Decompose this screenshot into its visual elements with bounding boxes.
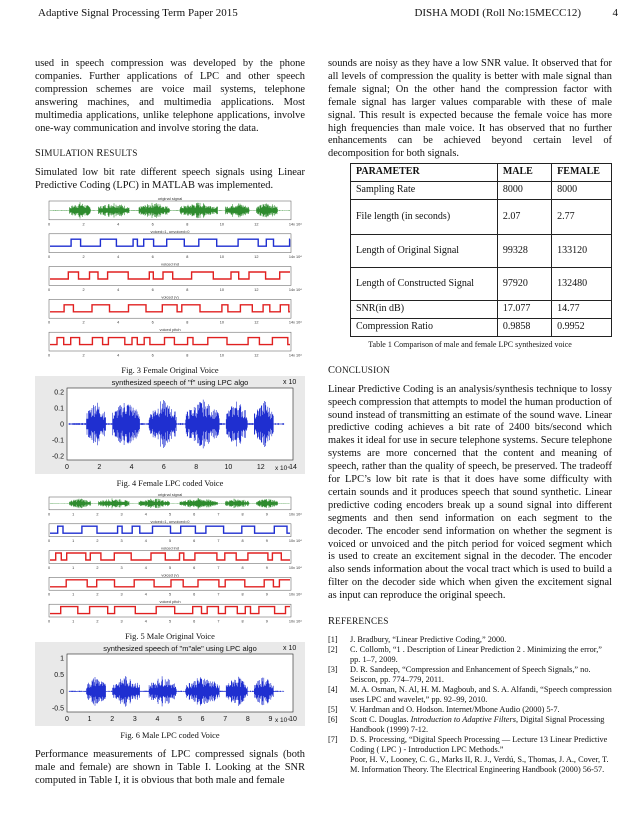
table-row	[351, 318, 612, 336]
tick-label: 1	[72, 592, 75, 597]
subplot	[48, 546, 302, 570]
tick-label: 12	[254, 288, 259, 293]
tick-label: 0	[47, 255, 51, 260]
x-tick-label: 7	[223, 715, 228, 723]
x-tick-label: 1	[87, 715, 92, 723]
reference-text-post: , Digital Signal Processing Handbook (1999) 7-12.	[350, 715, 605, 734]
x-tick-label: 4	[129, 464, 134, 472]
table-cell: Sampling Rate	[351, 182, 498, 200]
table-cell: 0.9858	[497, 318, 551, 336]
tick-label: 14	[288, 255, 294, 260]
figure-5-caption: Fig. 5 Male Original Voice	[125, 631, 215, 641]
x-tick-label: 10	[224, 464, 233, 472]
tick-label: 2	[96, 619, 99, 624]
axis-scale-label: x 10⁴	[293, 592, 302, 597]
tick-label: 5	[168, 619, 172, 624]
conclusion-heading-cap: C	[328, 364, 336, 376]
x-tick-label: 5	[178, 715, 182, 723]
table-cell: Compression Ratio	[351, 318, 498, 336]
tick-label: 2	[96, 565, 99, 570]
reference-text: C. Collomb, “1 . Description of Linear Prediction 2 . Minimizing the error,” pp. 1–7, 2009.	[350, 645, 602, 664]
figure-4	[35, 376, 305, 479]
tick-label: 2	[82, 222, 85, 227]
x-tick-label: 6	[161, 464, 166, 472]
y-tick-label: 0.1	[54, 405, 64, 413]
reference-item	[328, 715, 612, 735]
tick-label: 8	[186, 222, 189, 227]
simulation-paragraph: Simulated low bit rate different speech signals using Linear Predictive Coding (LPC) in MATLAB was implemented.	[35, 167, 305, 192]
reference-item	[328, 705, 612, 715]
tick-label: 8	[241, 619, 244, 624]
reference-text: D. R. Sandeep, “Compression and Enhancement of Speech Signals,” no. Seiscon, pp. 774–779, 2011.	[350, 665, 591, 684]
reference-number: [1]	[328, 635, 338, 644]
y-tick-label: 1	[60, 655, 64, 663]
subplot-frame	[49, 234, 291, 253]
tick-label: 3	[120, 512, 123, 517]
reference-number: [7]	[328, 735, 338, 744]
y-tick-label: -0.1	[51, 437, 64, 445]
table-row	[351, 235, 612, 268]
tick-label: 10	[219, 288, 224, 293]
axis-scale-label: x 10⁴	[293, 222, 302, 227]
tick-label: 10	[219, 353, 224, 358]
table-cell: 97920	[497, 268, 551, 301]
tick-label: 10	[288, 565, 294, 570]
table-cell: Length of Original Signal	[351, 235, 498, 268]
table-caption: Table 1 Comparison of male and female LPC synthesized voice	[368, 339, 572, 349]
tick-label: 2	[96, 592, 99, 597]
tick-label: 3	[120, 592, 123, 597]
references-list	[328, 635, 612, 775]
plot-title: synthesized speech of "m"ale" using LPC algo	[103, 643, 257, 653]
plot-title: synthesized speech of "f" using LPC algo	[111, 378, 249, 388]
corner-scale-label: x 10	[283, 379, 297, 387]
tick-label: 4	[144, 512, 147, 517]
subplot-title: voiced ind	[160, 545, 180, 551]
x-tick-label: 8	[245, 715, 250, 723]
female-original-voice-plot	[35, 193, 305, 361]
y-tick-label: -0.2	[51, 453, 64, 461]
tick-label: 6	[193, 619, 196, 624]
subplot	[48, 295, 302, 325]
tick-label: 8	[241, 592, 244, 597]
tick-label: 8	[241, 539, 244, 544]
reference-text: V. Hardman and O. Hodson. Internet/Mbone Audio (2000) 5-7.	[350, 705, 560, 714]
tick-label: 2	[82, 288, 85, 293]
reference-item	[328, 685, 612, 705]
table-header-cell: MALE	[497, 164, 551, 182]
tick-label: 4	[117, 353, 120, 358]
tick-label: 0	[47, 512, 51, 517]
tick-label: 8	[186, 288, 189, 293]
tick-label: 0	[47, 592, 51, 597]
table-header-cell: FEMALE	[552, 164, 612, 182]
x-tick-label: 3	[132, 715, 137, 723]
tick-label: 6	[151, 222, 154, 227]
x-tick-label: 6	[200, 715, 205, 723]
table-cell: 14.77	[552, 301, 612, 319]
tick-label: 0	[47, 619, 51, 624]
reference-item	[328, 635, 612, 645]
axis-scale-label: x 10⁴	[275, 716, 291, 724]
table-cell: 0.9952	[552, 318, 612, 336]
header-author	[414, 7, 618, 19]
tick-label: 8	[186, 255, 189, 260]
sim-heading-cap1: S	[35, 148, 41, 160]
conclusion-paragraph: Linear Predictive Coding is an analysis/synthesis technique to lossy speech compression that attempts to model the human production of sound instead of transmitting an estimate of the sound wave. Linear predictive coding achieves a bit rate of 2400 bits/second which makes it ideal for use in secure telephone systems. Secure telephone systems are more concerned that the content and meaning of speech, rather than the quality of speech, be preserved. The tradeoff for LPC’s low bit rate is that it does have some difficulty with certain sounds and it produces speech that sound synthetic. Linear predictive coding encoders break up a sound signal into different segments and then send information on each segment to the decoder. The encoder send information on whether the segment is voiced or unvoiced and the pitch period for voiced segment which is used to create an excitement signal in the decoder. The encoder also sends information about the vocal tract which is used to build a filter on the decoder side which when given the excitement signal as input can reproduce the original speech.	[328, 383, 612, 602]
tick-label: 9	[265, 512, 268, 517]
tick-label: 4	[117, 320, 120, 325]
x-tick-label: 0	[65, 464, 69, 472]
conclusion-heading	[328, 364, 612, 378]
subplot-title: voiced (v)	[161, 294, 179, 300]
x-tick-label: 9	[268, 715, 273, 723]
results-paragraph: sounds are noisy as they have a low SNR value. It observed that for all levels of compression the quality is better with male signal than female signal; On the other hand the compression factor with female signal has larger values comparable with these of male signal. This result is expected because the female voice has more high frequencies than male voice. It has observed that no further enhancements can be achieved beyond certain level of decomposition for both signals.	[328, 58, 612, 160]
tick-label: 12	[254, 353, 259, 358]
subplot-frame	[49, 267, 291, 286]
tick-label: 7	[217, 592, 220, 597]
x-tick-label: 2	[110, 715, 115, 723]
axis-scale-label: x 10⁴	[293, 512, 302, 517]
x-tick-label: 10	[289, 715, 297, 723]
axis-scale-label: x 10⁴	[293, 288, 302, 293]
tick-label: 9	[265, 565, 268, 570]
conclusion-heading-rest: ONCLUSION	[335, 364, 391, 375]
tick-label: 10	[219, 320, 224, 325]
tick-label: 4	[117, 288, 120, 293]
tick-label: 6	[151, 353, 154, 358]
tick-label: 2	[82, 255, 85, 260]
axis-scale-label: x 10⁴	[293, 619, 302, 624]
reference-number: [5]	[328, 705, 338, 714]
tick-label: 10	[288, 592, 294, 597]
performance-paragraph: Performance measurements of LPC compressed signals (both male and female) are shown in Table I. Looking at the SNR computed in Table I, it is obvious that both male and female	[35, 748, 305, 786]
table-cell: 8000	[552, 182, 612, 200]
table-row	[351, 301, 612, 319]
tick-label: 3	[120, 619, 123, 624]
subplot-title: original signal	[157, 196, 183, 202]
y-tick-label: 0.5	[54, 672, 64, 680]
subplot-frame	[49, 332, 291, 351]
subplot-title: voiced ind	[160, 261, 180, 267]
x-tick-label: 2	[97, 464, 102, 472]
male-lpc-coded-plot	[35, 642, 305, 726]
y-tick-label: -0.5	[51, 705, 64, 713]
tick-label: 4	[117, 255, 120, 260]
tick-label: 10	[219, 255, 224, 260]
x-tick-label: 0	[65, 715, 69, 723]
table-cell: 133120	[552, 235, 612, 268]
axis-scale-label: x 10⁴	[293, 353, 302, 358]
table-cell: 132480	[552, 268, 612, 301]
reference-text: D. S. Processing, “Digital Speech Processing — Lecture 13 Linear Predictive Coding ( LPC ) - Introduction LPC Methods.”	[350, 735, 608, 754]
tick-label: 6	[151, 288, 154, 293]
subplot-frame	[49, 300, 291, 319]
page-number: 4	[612, 7, 618, 19]
tick-label: 2	[96, 539, 99, 544]
tick-label: 14	[288, 320, 294, 325]
table-row	[351, 268, 612, 301]
reference-text: Poor, H. V., Looney, C. G., Marks II, R. J., Verdú, S., Thomas, J. A., Cover, T. M. Information Theory. The Electrical Engineering Handbook (2000) 56-57.	[350, 755, 609, 774]
figure-3	[35, 193, 305, 366]
axis-scale-label: x 10⁴	[293, 320, 302, 325]
table-row	[351, 182, 612, 200]
tick-label: 7	[217, 539, 220, 544]
tick-label: 7	[217, 512, 220, 517]
page-header	[38, 7, 618, 21]
x-tick-label: 4	[155, 715, 160, 723]
tick-label: 2	[96, 512, 99, 517]
female-lpc-coded-plot	[35, 376, 305, 474]
reference-text: J. Bradbury, “Linear Predictive Coding,” 2000.	[350, 635, 507, 644]
tick-label: 8	[186, 320, 189, 325]
subplot-title: voiced (v)	[161, 572, 179, 578]
references-heading-cap: R	[328, 616, 336, 628]
references-heading-rest: EFERENCES	[335, 616, 389, 627]
tick-label: 7	[217, 619, 220, 624]
tick-label: 12	[254, 320, 259, 325]
subplot	[48, 492, 302, 516]
figure-4-caption: Fig. 4 Female LPC coded Voice	[116, 478, 224, 488]
table-header-cell: PARAMETER	[351, 164, 498, 182]
corner-scale-label: x 10	[283, 644, 297, 652]
subplot	[48, 327, 302, 357]
table-cell: 17.077	[497, 301, 551, 319]
right-column	[328, 58, 612, 775]
x-tick-label: 14	[289, 464, 297, 472]
figure-5	[35, 489, 305, 632]
tick-label: 5	[168, 512, 172, 517]
tick-label: 14	[288, 288, 294, 293]
tick-label: 4	[117, 222, 120, 227]
tick-label: 8	[241, 512, 244, 517]
subplot-title: voiced pitch	[159, 599, 181, 605]
tick-label: 6	[193, 565, 196, 570]
subplot-title: voiced pitch	[159, 327, 181, 333]
tick-label: 9	[265, 539, 268, 544]
sim-heading-rest2: ESULTS	[103, 148, 138, 159]
tick-label: 0	[47, 288, 51, 293]
table-cell: 2.77	[552, 200, 612, 235]
tick-label: 3	[120, 565, 123, 570]
tick-label: 10	[288, 539, 294, 544]
simulation-heading	[35, 147, 305, 161]
reference-number: [6]	[328, 715, 338, 724]
references-heading	[328, 615, 612, 629]
tick-label: 1	[72, 619, 75, 624]
tick-label: 2	[82, 353, 85, 358]
reference-text: M. A. Osman, N. Al, H. M. Magboub, and S. A. Alfandi, “Speech compression uses LPC and wavelet,” pp. 92–99, 2010.	[350, 685, 612, 704]
subplot-title: voiced=1, unvoiced=0	[150, 518, 190, 524]
table-header-row	[351, 164, 612, 182]
left-column	[35, 58, 305, 788]
subplot	[48, 599, 302, 623]
y-tick-label: 0	[60, 688, 64, 696]
tick-label: 1	[72, 565, 75, 570]
table-cell: File length (in seconds)	[351, 200, 498, 235]
tick-label: 6	[151, 320, 154, 325]
table-cell: 99328	[497, 235, 551, 268]
tick-label: 10	[288, 619, 294, 624]
subplot	[48, 196, 302, 226]
axis-scale-label: x 10⁴	[293, 255, 302, 260]
tick-label: 6	[193, 512, 196, 517]
header-author-text: DISHA MODI (Roll No:15MECC12)	[414, 7, 581, 19]
reference-number	[328, 755, 350, 775]
tick-label: 9	[265, 592, 268, 597]
tick-label: 4	[144, 592, 147, 597]
tick-label: 5	[168, 592, 172, 597]
comparison-table	[350, 163, 612, 337]
tick-label: 4	[144, 539, 147, 544]
reference-number: [4]	[328, 685, 338, 694]
sim-heading-cap2: R	[96, 148, 104, 160]
tick-label: 0	[47, 565, 51, 570]
tick-label: 10	[288, 512, 294, 517]
tick-label: 12	[254, 222, 259, 227]
table-cell: 2.07	[497, 200, 551, 235]
x-tick-label: 12	[256, 464, 265, 472]
tick-label: 3	[120, 539, 123, 544]
figure-6-caption: Fig. 6 Male LPC coded Voice	[120, 730, 220, 740]
reference-item	[328, 665, 612, 685]
subplot-title: voiced=1, unvoiced=0	[150, 228, 190, 234]
tick-label: 6	[193, 539, 196, 544]
axis-scale-label: x 10⁴	[293, 539, 302, 544]
tick-label: 12	[254, 255, 259, 260]
intro-paragraph: used in speech compression was developed by the phone companies. Further applications of LPC and other speech compression schemes are voice mail systems, telephone answering machines, and multimedia applications. Most multimedia applications, unlike telephone applications, involve one-way communication and involve storing the data.	[35, 58, 305, 134]
subplot	[48, 519, 302, 543]
tick-label: 1	[72, 512, 75, 517]
male-original-voice-plot	[35, 489, 305, 627]
reference-text-italic: Introduction to Adaptive Filters	[410, 715, 516, 724]
tick-label: 8	[241, 565, 244, 570]
tick-label: 1	[72, 539, 75, 544]
tick-label: 10	[219, 222, 224, 227]
tick-label: 6	[193, 592, 196, 597]
tick-label: 0	[47, 320, 51, 325]
figure-3-caption: Fig. 3 Female Original Voice	[121, 366, 219, 376]
tick-label: 4	[144, 565, 147, 570]
subplot	[48, 262, 302, 292]
tick-label: 6	[151, 255, 154, 260]
tick-label: 14	[288, 222, 294, 227]
y-tick-label: 0	[60, 421, 64, 429]
tick-label: 0	[47, 353, 51, 358]
table-row	[351, 200, 612, 235]
table-cell: Length of Constructed Signal	[351, 268, 498, 301]
table-cell: SNR(in dB)	[351, 301, 498, 319]
tick-label: 8	[186, 353, 189, 358]
figure-6	[35, 642, 305, 731]
tick-label: 5	[168, 539, 172, 544]
tick-label: 14	[288, 353, 294, 358]
axis-scale-label: x 10⁴	[293, 565, 302, 570]
tick-label: 2	[82, 320, 85, 325]
tick-label: 9	[265, 619, 268, 624]
tick-label: 0	[47, 222, 51, 227]
reference-item	[328, 735, 612, 755]
subplot	[48, 572, 302, 596]
subplot	[48, 229, 302, 259]
reference-text	[350, 715, 612, 735]
tick-label: 5	[168, 565, 172, 570]
reference-number: [3]	[328, 665, 338, 674]
y-tick-label: 0.2	[54, 389, 64, 397]
x-tick-label: 8	[194, 464, 199, 472]
reference-item	[328, 645, 612, 665]
reference-number: [2]	[328, 645, 338, 654]
reference-text-pre: Scott C. Douglas.	[350, 715, 411, 724]
tick-label: 7	[217, 565, 220, 570]
sim-heading-rest1: IMULATION	[40, 148, 97, 159]
table-cell: 8000	[497, 182, 551, 200]
tick-label: 4	[144, 619, 147, 624]
header-title: Adaptive Signal Processing Term Paper 2015	[38, 7, 238, 19]
tick-label: 0	[47, 539, 51, 544]
reference-item	[328, 755, 612, 775]
axis-scale-label: x 10⁴	[275, 465, 291, 473]
subplot-title: original signal	[157, 491, 183, 497]
